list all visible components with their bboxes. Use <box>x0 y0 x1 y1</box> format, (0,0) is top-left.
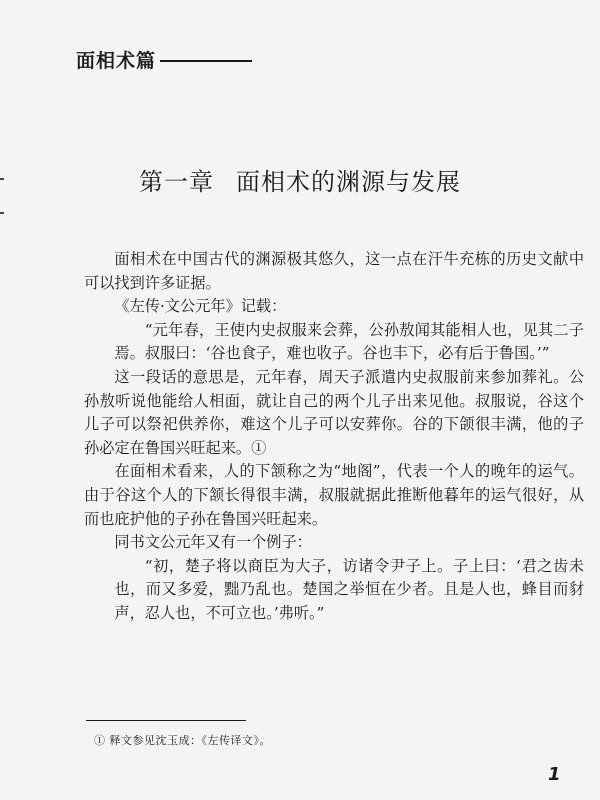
page-number: 1 <box>548 764 561 785</box>
chapter-title <box>0 162 600 197</box>
paragraph-2: 《左传·文公元年》记载： <box>114 297 287 316</box>
paragraph-3: 这一段话的意思是，元年春，周天子派遣内史叔服前来参加葬礼。公孙敖听说他能给人相面，就让自己的两个儿子出来见他。叔服说，谷这个儿子可以祭祀供养你，难这个儿子可以安葬你。谷的下颌很丰满，他的子孙必定在鲁国兴旺起来。① <box>84 367 584 457</box>
chapter-name: 面相术的渊源与发展 <box>236 168 461 196</box>
scan-artifact <box>0 212 4 214</box>
quotation-1: “元年春，王使内史叔服来会葬，公孙敖闻其能相人也，见其二子焉。叔服曰：‘谷也食子，难也收子。谷也丰下，必有后于鲁国。’” <box>114 320 584 363</box>
paragraph-1: 面相术在中国古代的渊源极其悠久，这一点在汗牛充栋的历史文献中可以找到许多证据。 <box>84 250 584 292</box>
body-text <box>84 248 584 626</box>
section-header <box>76 46 252 73</box>
quotation-2: “初，楚子将以商臣为大子，访诸令尹子上。子上曰：‘君之齿未也，而又多爱，黜乃乱也。楚国之举恒在少者。且是人也，蜂目而豺声，忍人也，不可立也。’弗听。” <box>114 556 584 622</box>
section-title: 面相术篇 <box>76 50 157 72</box>
footnote: ① 释文参见沈玉成：《左传译文》。 <box>94 734 271 747</box>
chapter-number: 第一章 <box>139 168 214 196</box>
paragraph-4: 在面相术看来，人的下颔称之为“地阁”，代表一个人的晚年的运气。由于谷这个人的下颔长得很丰满，叔服就据此推断他暮年的运气很好，从而也庇护他的子孙在鲁国兴旺起来。 <box>84 462 584 528</box>
footnote-rule <box>86 720 246 721</box>
section-header-rule <box>160 60 252 62</box>
paragraph-5: 同书文公元年又有一个例子： <box>114 533 312 552</box>
